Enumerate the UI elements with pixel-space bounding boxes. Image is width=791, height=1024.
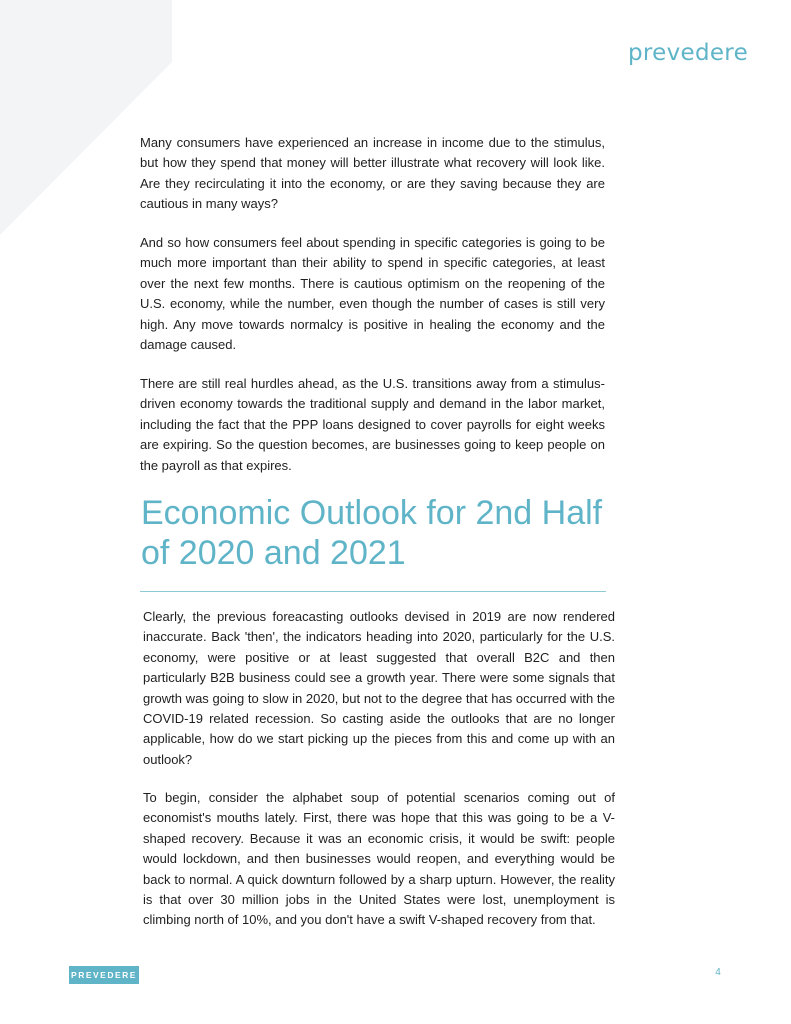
prevedere-logo: prevedere — [628, 40, 749, 66]
page-number: 4 — [715, 967, 721, 978]
section-heading: Economic Outlook for 2nd Half of 2020 and 2021 — [141, 494, 603, 572]
paragraph-hurdles-ahead: There are still real hurdles ahead, as the U.S. transitions away from a stimulus-driven economy towards the traditional supply and demand in the labor market, including the fact that the PPP loans designed to cover payrolls for eight weeks are expiring. So the question becomes, are businesses going to keep people on the payroll as that expires. — [140, 376, 605, 473]
paragraph-consumer-spending: And so how consumers feel about spending in specific categories is going to be much more important than their ability to spend in specific categories, at least over the next few months. There is cautious optimism on the reopening of the U.S. economy, while the number, even though the number of cases is still very high. Any move towards normalcy is positive in healing the economy and the damage caused. — [140, 235, 605, 353]
paragraph-previous-outlooks: Clearly, the previous foreacasting outlooks devised in 2019 are now rendered inaccurate. Back 'then', the indicators heading into 2020, particularly for the U.S. economy, were positive or at least suggested that overall B2C and then particularly B2B business could see a growth year. There were some signals that growth was going to slow in 2020, but not to the degree that has occurred with the COVID-19 related recession. So casting aside the outlooks that are no longer applicable, how do we start picking up the pieces from this and come up with an outlook? — [143, 609, 615, 767]
heading-divider — [140, 591, 606, 592]
paragraph-alphabet-soup: To begin, consider the alphabet soup of potential scenarios coming out of economist's mouths lately. First, there was hope that this was going to be a V-shaped recovery. Because it was an economic crisis, it would be swift: people would lockdown, and then businesses would reopen, and everything would be back to normal. A quick downturn followed by a sharp upturn. However, the reality is that over 30 million jobs in the United States were lost, unemployment is climbing north of 10%, and you don't have a swift V-shaped recovery from that. — [143, 790, 615, 928]
paragraph-consumer-income: Many consumers have experienced an increase in income due to the stimulus, but how they spend that money will better illustrate what recovery will look like. Are they recirculating it into the economy, or are they saving because they are cautious in many ways? — [140, 135, 605, 212]
footer-brand-badge: PREVEDERE — [69, 966, 139, 984]
